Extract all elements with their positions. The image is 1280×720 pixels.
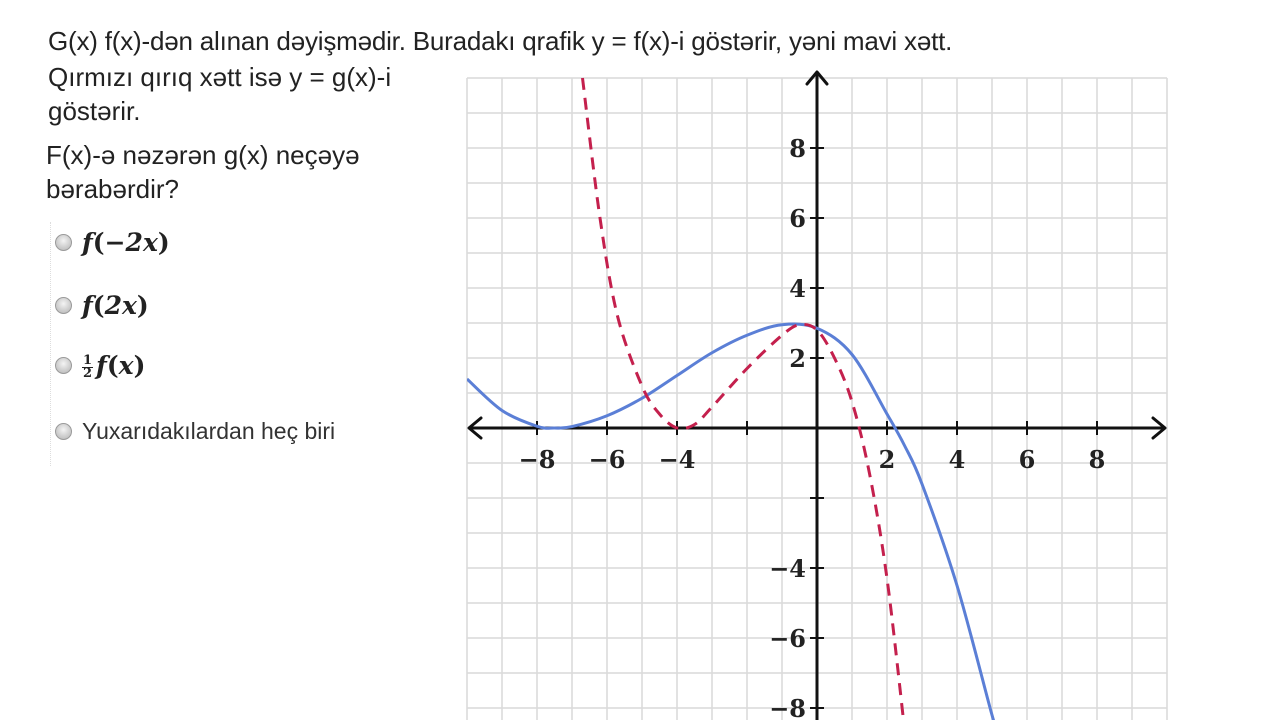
x-tick-label: 6 <box>1018 445 1036 474</box>
question-line-2: Qırmızı qırıq xətt isə y = g(x)-i göstərir. <box>48 62 392 126</box>
y-tick-label: 2 <box>789 344 806 373</box>
y-tick-label: −6 <box>769 624 806 653</box>
x-tick-label: −6 <box>588 445 626 474</box>
fraction-half: $\frac{1}{2}$ <box>83 353 93 381</box>
x-tick-label: −4 <box>658 445 696 474</box>
question-line-1: G(x) f(x)-dən alınan dəyişmədir. Buradakı qrafik y = f(x)-i göstərir, yəni mavi xətt. <box>48 26 953 56</box>
y-tick-label: −8 <box>769 694 806 720</box>
y-tick-label: 8 <box>789 134 806 163</box>
x-tick-label: 8 <box>1088 445 1106 474</box>
question-prompt: F(x)-ə nəzərən g(x) neçəyə bərabərdir? <box>46 140 360 204</box>
y-tick-label: −4 <box>769 554 806 583</box>
y-tick-label: 6 <box>789 204 806 233</box>
choice-d-label: Yuxarıdakılardan heç biri <box>82 418 336 444</box>
choice-c-math: $\frac{1}{2}$ f(x) <box>83 351 146 381</box>
series-g-dashed-curve <box>583 78 905 720</box>
x-tick-label: 2 <box>878 445 896 474</box>
y-tick-label: 4 <box>789 274 806 303</box>
choice-a-math: f(−2x) <box>82 228 170 257</box>
choice-b-math: f(2x) <box>82 291 149 320</box>
x-tick-label: −8 <box>518 445 556 474</box>
x-tick-label: 4 <box>948 445 966 474</box>
